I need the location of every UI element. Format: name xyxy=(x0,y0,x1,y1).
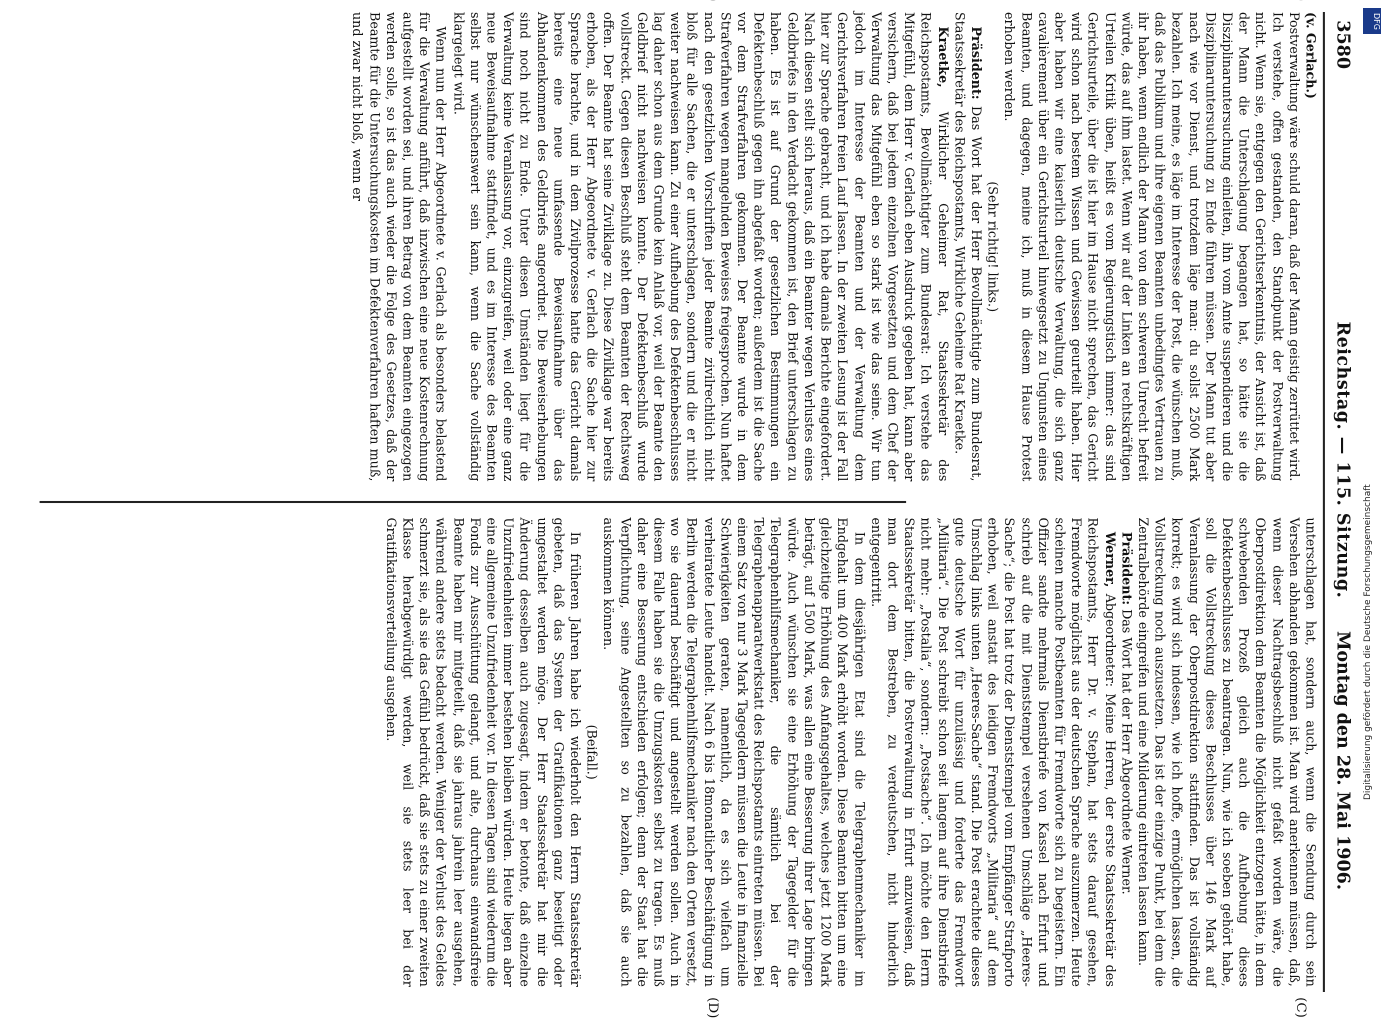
paragraph-text: Wirklicher Geheimer Rat, Staatssekretär des Reichspostamts, Bevollmächtigter zum Bundesrat: Ich verstehe das Mitgefühl, dem Herr v. Gerlach eben Ausdruck gegeben hat, kann aber versichern, daß bei jedem einzelnen Vorgesetzten und dem Chef der Verwaltung das Mitgefühl eben so stark ist wie das seine. Wir tun jedoch im Interesse der Beamten und der Verwaltung dem Gerichtsverfahren freien Lauf lassen. In der zweiten Lesung ist der Fall hier zur Sprache gebracht, und ich habe damals Berichte eingefordert. Nach diesen stellt sich heraus, daß ein Beamter wegen Verlustes eines Geldbriefes in den Verdacht gekommen ist, den Brief unterschlagen zu haben. Es ist auf Grund der gesetzlichen Bestimmungen ein Defektenbeschluß gegen ihn abgefaßt worden; außerdem ist die Sache vor dem Strafverfahren gekommen. Der Beamte wurde in dem Strafverfahren wegen mangelnden Beweises freigesprochen. Nun haftet nach den gesetzlichen Vorschriften jeder Beamte zivilrechtlich nicht bloß für alle Sachen, die er unterschlagen, sondern und die er nicht weiter nachweisen kann. Zu einer Aufhebung des Defektenbeschlusses lag daher schon aus dem Grunde kein Anlaß vor, weil der Beamte den Geldbrief nicht nachweisen konnte. Der Defektenbeschluß wurde vollstreckt. Gegen diesen Beschluß steht dem Beamten der Rechtsweg offen. Der Beamte hat seine Zivilklage zu. Diese Zivilklage war bereits erhoben, als der Herr Abgeordnete v. Gerlach die Sache hier zur Sprache brachte, und in dem Zivilprozesse hatte das Gericht damals bereits eine neue umfassende Beweisaufnahme über das Abhandenkommen des Geldbriefs angeordnet. Die Beweiserhebungen sind noch nicht zu Ende. Unter diesen Umständen liegt für die Verwaltung keine Veranlassung vor, einzugreifen, weil oder eine ganz neue Beweisaufnahme stattfindet, und es im Interesse des Beamten selbst nur wünschenswert sein kann, wenn die Sache vollständig klargelegt wird. xyxy=(451,12,951,482)
speaker-name: Präsident: xyxy=(1119,531,1136,606)
page-date: Montag den 28. Mai 1906. xyxy=(1332,630,1354,890)
digitization-stamp: Digitalisierung gefördert durch die Deutsche Forschungsgemeinschaft xyxy=(1363,484,1373,800)
paragraph xyxy=(868,517,1119,986)
speaker-name: Präsident: xyxy=(969,26,985,100)
paragraph-text: Das Wort hat der Herr Bevollmächtigte zum Bundesrat, Staatssekretär des Reichspostamts, Wirkliche Geheime Rat Kraetke. xyxy=(952,12,984,482)
speaker-name: Kraetke, xyxy=(935,26,952,88)
margin-mark-b xyxy=(705,0,720,1)
speaker-reference: (v. Gerlach.) xyxy=(1303,12,1320,99)
margin-mark-c: (C) xyxy=(1293,997,1309,1018)
paragraph-text: Das Wort hat der Herr Abgeordnete Werner. xyxy=(1119,609,1135,895)
paragraph: In dem diesjährigen Etat sind die Telegraphenmechaniker im Endgehalt um 400 Mark erhöht worden. Diese Beamten bitten um eine gleichzeitige Erhöhung des Anfangsgehaltes, welches jetzt 1200 Mark beträgt, auf 1500 Mark, was allen eine Besserung ihrer Lage bringen würde. Auch wünschen sie eine Erhöhung der Tagegelder für die Telegraphenhilfsmechaniker, die sämtlich bei der Telegraphenapparatwerkstatt des Reichspostamts eintreten müssen. Bei einem Satz von nur 3 Mark Tagegeldern müssen die Leute in finanzielle Schwierigkeiten geraten, namentlich, da es sich vielfach um verheiratete Leute handelt. Nach 6 bis 18monatlicher Beschäftigung in Berlin werden die Telegraphenhilfsmechaniker nach den Orten versetzt, wo sie dauernd beschäftigt und angestellt werden sollen. Auch in diesem Falle haben sie die Umzugskosten selbst zu tragen. Es muß daher eine Besserung entschieden erfolgen; denn der Staat hat die Verpflichtung, seine Angestellten so zu bezahlen, daß sie auch auskommen können. xyxy=(601,517,867,987)
paragraph-text: Abgeordneter: Meine Herren, der erste Staatssekretär des Reichspostamts, Herr Dr. v. Stephan, hat stets darauf gesehen, Fremdworte möglichst aus der deutschen Sprache auszumerzen. Heute scheinen manche Postbeamten für Fremdworte sich zu begeistern. Ein Offizier sandte mehrmals Dienstbriefe von Kassel nach Erfurt und schrieb auf die mit Dienststempel versehenen Umschläge „Heeres-Sache“; die Post hat trotz der Dienststempel vom Empfänger Strafporto erhoben, weil anstatt des leidigen Fremdworts „Militaria“ auf dem Umschlag links unten „Heeres-Sache“ stand. Die Post erachtete dieses gute deutsche Wort für unzulässig und forderte das Fremdwort „Militaria“. Die Post schreibt schon seit langem auf ihre Dienstbriefe nicht mehr: „Postalia“, sondern: „Postsache“. Ich möchte den Herrn Staatssekretär bitten, die Postverwaltung in Erfurt anzuweisen, daß man dort dem Bestreben, zu verdeutschen, nicht hinderlich entgegentritt. xyxy=(869,517,1118,987)
page-content-rotated xyxy=(40,12,1360,1018)
speaker-name: Werner, xyxy=(1103,531,1119,588)
page-number: 3580 xyxy=(1332,20,1354,70)
margin-mark-a xyxy=(1293,0,1308,1)
paragraph: Wenn nun der Herr Abgeordnete v. Gerlach als besonders belastend für die Verwaltung anführt, daß inzwischen eine neue Kostenrechnung aufgestellt worden sei, und ihren Betrag von dem Beamten eingezogen werden solle, so ist das auch wieder die Folge des Gesetzes, daß der Beamte für die Untersuchungskosten im Defektenverfahren haften muß, und zwar nicht bloß, wenn er xyxy=(350,12,449,482)
paragraph xyxy=(1119,517,1136,986)
paragraph: unterschlagen hat, sondern auch, wenn die Sendung durch sein Versehen abhanden gekommen ist. Man wird anerkennen müssen, daß, wenn dieser Nachtragsbeschluß nicht gefaßt worden wäre, die Oberpostdirektion dem Beamten die Möglichkeit entzogen hätte, in dem schwebenden Prozeß gleich auch die Aufhebung dieses Defektenbeschlusses zu beantragen. Nun, wie ich soeben gehört habe, soll die Vollstreckung dieses Beschlusses über 146 Mark auf Veranlassung der Oberpostdirektion stattfinden. Das ist vollständig korrekt; es wird sich indessen, wie ich hoffe, ermöglichen lassen, die Vollstreckung noch auszusetzen. Das ist der einzige Punkt, bei dem die Zentralbehörde eingreifen und eine Milderung eintreten lassen kann. xyxy=(1136,517,1319,987)
dfg-logo: DFG xyxy=(1363,8,1381,34)
right-column xyxy=(383,517,1319,986)
page-header xyxy=(1323,12,1360,992)
paragraph xyxy=(450,12,951,481)
paragraph: In früheren Jahren habe ich wiederholt den Herrn Staatssekretär gebeten, daß das System der Gratifikationen ganz beseitigt oder umgestaltet werden möge. Der Herr Staatssekretär hat mir die Änderung desselben auch zugesagt, indem er betonte, daß einzelne Unzufriedenheiten immer bestehen bleiben würden. Heute liegen aber eine allgemeine Unzufriedenheit vor. In diesen Tagen sind wiederum die Fonds zur Ausschüttung gelangt, und alte, durchaus einwandsfreie Beamte haben mir mitgeteilt, daß sie jahraus jahrein leer ausgehen, während andere stets bedacht werden. Weniger der Verlust des Geldes schmerzt sie, als sie das Gefühl bedrückt, daß sie stets zu einer zweiten Klasse herabgewürdigt werden, weil sie stets leer bei der Gratifikationsverteilung ausgehen. xyxy=(384,517,583,987)
applause-note: (Sehr richtig! links.) xyxy=(986,181,1001,313)
margin-mark-d: (D) xyxy=(705,997,721,1018)
applause-note: (Beifall.) xyxy=(584,724,600,780)
column-divider xyxy=(40,501,907,503)
paragraph xyxy=(951,12,984,481)
page-title: Reichstag. — 115. Sitzung. xyxy=(1332,321,1354,599)
paragraph: Postverwaltung wäre schuld daran, daß der Mann geistig zerrüttet wird. Ich verstehe, offen gestanden, den Standpunkt der Postverwaltung nicht. Wenn sie, entgegen den Gerichtserkenntnis, der Ansicht ist, daß der Mann die Unterschlagung begangen hat, so hätte sie die Disziplinaruntersuchung einleiten, ihn vom Amte suspendieren und die Disziplinaruntersuchung zu Ende führen müssen. Der Mann tut aber nach wie vor Dienst, und trotzdem läge man: du sollst 2500 Mark bezahlen. Ich meine, es läge im Interesse der Post, die wünschen muß, daß das Publikum und ihre eigenen Beamten unbedingtes Vertrauen zu ihr haben, wenn endlich der Mann von dem schweren Unrecht befreit würde, das auf ihm lastet. Wenn wir auf der Linken an rechtskräftigen Urteilen Kritik üben, heißt es vom Regierungstisch immer: das sind Gerichtsurteile, über die ist hier im Hause nicht sprechen, das Gericht wird schon nach bestem Wissen und Gewissen geurteilt haben. Hier aber haben wir eine kaiserlich deutsche Verwaltung, die sich ganz cavalièrement über ein Gerichtsurteil hinwegsetzt zu Ungunsten eines Beamten, und dagegen, meine ich, muß in diesem Hause Protest erhoben werden. xyxy=(1002,12,1302,482)
left-column xyxy=(350,12,1319,481)
